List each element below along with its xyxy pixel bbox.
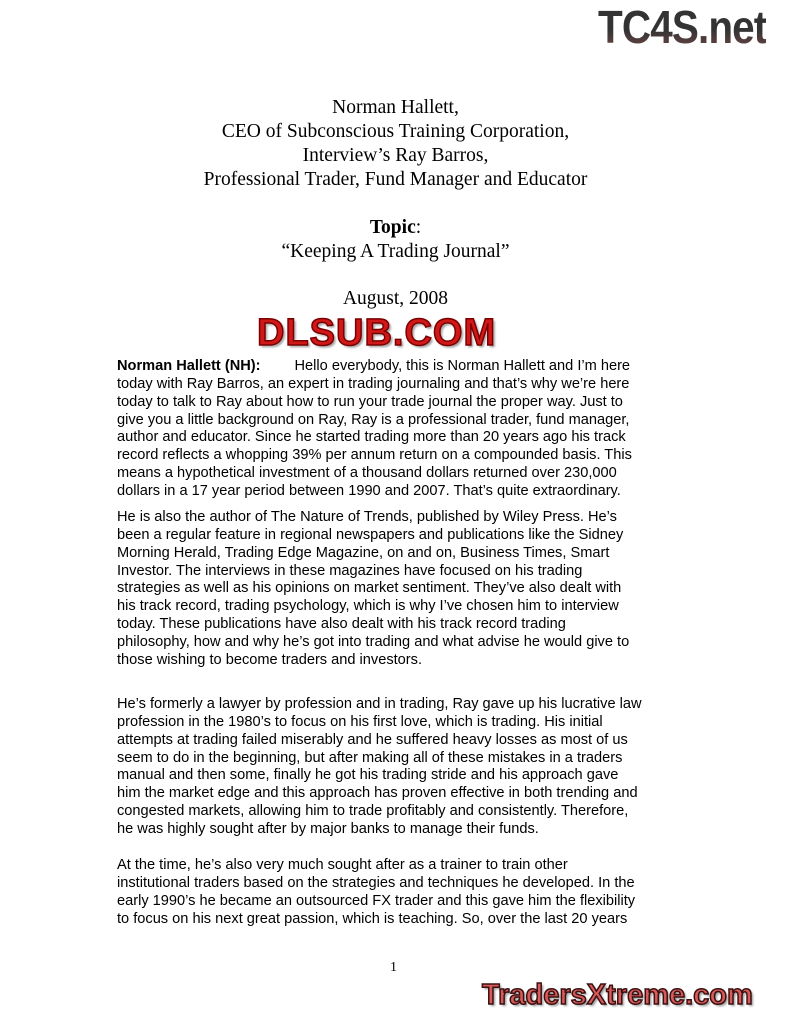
line-text: early 1990’s he became an outsourced FX trader and this gave him the flexibility bbox=[117, 892, 636, 909]
text-line bbox=[117, 696, 737, 714]
interview-title-line: Norman Hallett, bbox=[332, 97, 459, 118]
text-line bbox=[117, 911, 737, 929]
text-line bbox=[117, 358, 737, 376]
text-line bbox=[117, 483, 737, 501]
line-text: Hello everybody, this is Norman Hallett and I’m here bbox=[294, 358, 631, 374]
interview-date: August, 2008 bbox=[342, 288, 449, 309]
text-line bbox=[117, 857, 737, 875]
topic-colon: : bbox=[415, 217, 422, 238]
body-paragraph bbox=[117, 509, 737, 670]
text-line bbox=[117, 785, 737, 803]
line-text: At the time, he’s also very much sought after as a trainer to train other bbox=[117, 857, 568, 873]
topic-label: Topic bbox=[369, 217, 416, 238]
line-text: author and educator. Since he started trading more than 20 years ago his track bbox=[117, 429, 626, 446]
text-line bbox=[117, 750, 737, 768]
text-line bbox=[117, 598, 737, 616]
line-text: today with Ray Barros, an expert in trading journaling and that’s why we’re here bbox=[117, 375, 630, 392]
line-text: Investor. The interviews in these magazines have focused on his trading bbox=[117, 562, 583, 579]
text-line bbox=[117, 429, 737, 447]
line-text: record reflects a whopping 39% per annum return on a compounded basis. This bbox=[117, 447, 632, 464]
text-line bbox=[117, 616, 737, 634]
body-paragraph bbox=[117, 696, 737, 839]
text-line bbox=[117, 634, 737, 652]
body-paragraph bbox=[117, 358, 737, 501]
line-text: means a hypothetical investment of a thousand dollars returned over 230,000 bbox=[117, 465, 617, 482]
line-text: He is also the author of The Nature of Trends, published by Wiley Press. He’s bbox=[117, 509, 617, 525]
text-line bbox=[117, 376, 737, 394]
line-text: he was highly sought after by major banks to manage their funds. bbox=[117, 820, 539, 837]
line-text: attempts at trading failed miserably and he suffered heavy losses as most of us bbox=[117, 731, 628, 748]
text-line bbox=[117, 803, 737, 821]
text-line bbox=[117, 412, 737, 430]
text-line bbox=[117, 563, 737, 581]
topic-title: “Keeping A Trading Journal” bbox=[281, 241, 510, 262]
tc4s-watermark-logo: TC4S.net bbox=[598, 1, 767, 53]
body-paragraph bbox=[117, 857, 737, 928]
line-text: He’s formerly a lawyer by profession and in trading, Ray gave up his lucrative law bbox=[117, 696, 642, 712]
line-text: profession in the 1980’s to focus on his first love, which is trading. His initial bbox=[117, 713, 603, 730]
line-text: dollars in a 17 year period between 1990 and 2007. That’s quite extraordinary. bbox=[117, 482, 621, 499]
line-text: congested markets, allowing him to trade profitably and consistently. Therefore, bbox=[117, 803, 629, 820]
line-text: give you a little background on Ray, Ray is a professional trader, fund manager, bbox=[117, 411, 630, 428]
line-text: his track record, trading psychology, which is why I’ve chosen him to interview bbox=[117, 598, 619, 615]
page-number: 1 bbox=[390, 960, 397, 975]
text-line bbox=[117, 394, 737, 412]
text-line bbox=[117, 447, 737, 465]
text-line bbox=[117, 527, 737, 545]
text-line bbox=[117, 875, 737, 893]
text-line bbox=[117, 509, 737, 527]
line-text: him the market edge and this approach has proven effective in both trending and bbox=[117, 785, 638, 802]
line-text: manual and then some, finally he got his trading stride and his approach gave bbox=[117, 767, 619, 784]
line-text: to focus on his next great passion, which is teaching. So, over the last 20 years bbox=[117, 910, 628, 927]
text-line bbox=[117, 767, 737, 785]
text-line bbox=[117, 821, 737, 839]
text-line bbox=[117, 893, 737, 911]
text-line bbox=[117, 732, 737, 750]
speaker-label: Norman Hallett (NH): bbox=[117, 358, 261, 374]
line-text: Morning Herald, Trading Edge Magazine, on and on, Business Times, Smart bbox=[117, 544, 610, 561]
line-text: strategies as well as his opinions on market sentiment. They’ve also dealt with bbox=[117, 580, 622, 597]
line-text: today to talk to Ray about how to run your trade journal the proper way. Just to bbox=[117, 393, 623, 410]
tradersxtreme-watermark-logo: TradersXtreme.com bbox=[482, 979, 753, 1011]
text-line bbox=[117, 714, 737, 732]
text-line bbox=[117, 580, 737, 598]
interview-title-line: Interview’s Ray Barros, bbox=[302, 145, 489, 166]
topic-heading bbox=[0, 216, 791, 240]
text-line bbox=[117, 652, 737, 670]
interview-title-line: Professional Trader, Fund Manager and Educator bbox=[203, 169, 588, 190]
line-text: seem to do in the beginning, but after making all of these mistakes in a traders bbox=[117, 749, 623, 766]
dlsub-watermark-logo: DLSUB.COM bbox=[257, 312, 497, 354]
line-text: those wishing to become traders and investors. bbox=[117, 651, 423, 668]
text-line bbox=[117, 465, 737, 483]
line-text: today. These publications have also dealt with his track record trading bbox=[117, 616, 566, 633]
line-text: been a regular feature in regional newspapers and publications like the Sidney bbox=[117, 526, 624, 543]
line-text: philosophy, how and why he’s got into trading and what advise he would give to bbox=[117, 633, 630, 650]
interview-title-line: CEO of Subconscious Training Corporation, bbox=[221, 121, 570, 142]
line-text: institutional traders based on the strategies and techniques he developed. In the bbox=[117, 874, 635, 891]
text-line bbox=[117, 545, 737, 563]
